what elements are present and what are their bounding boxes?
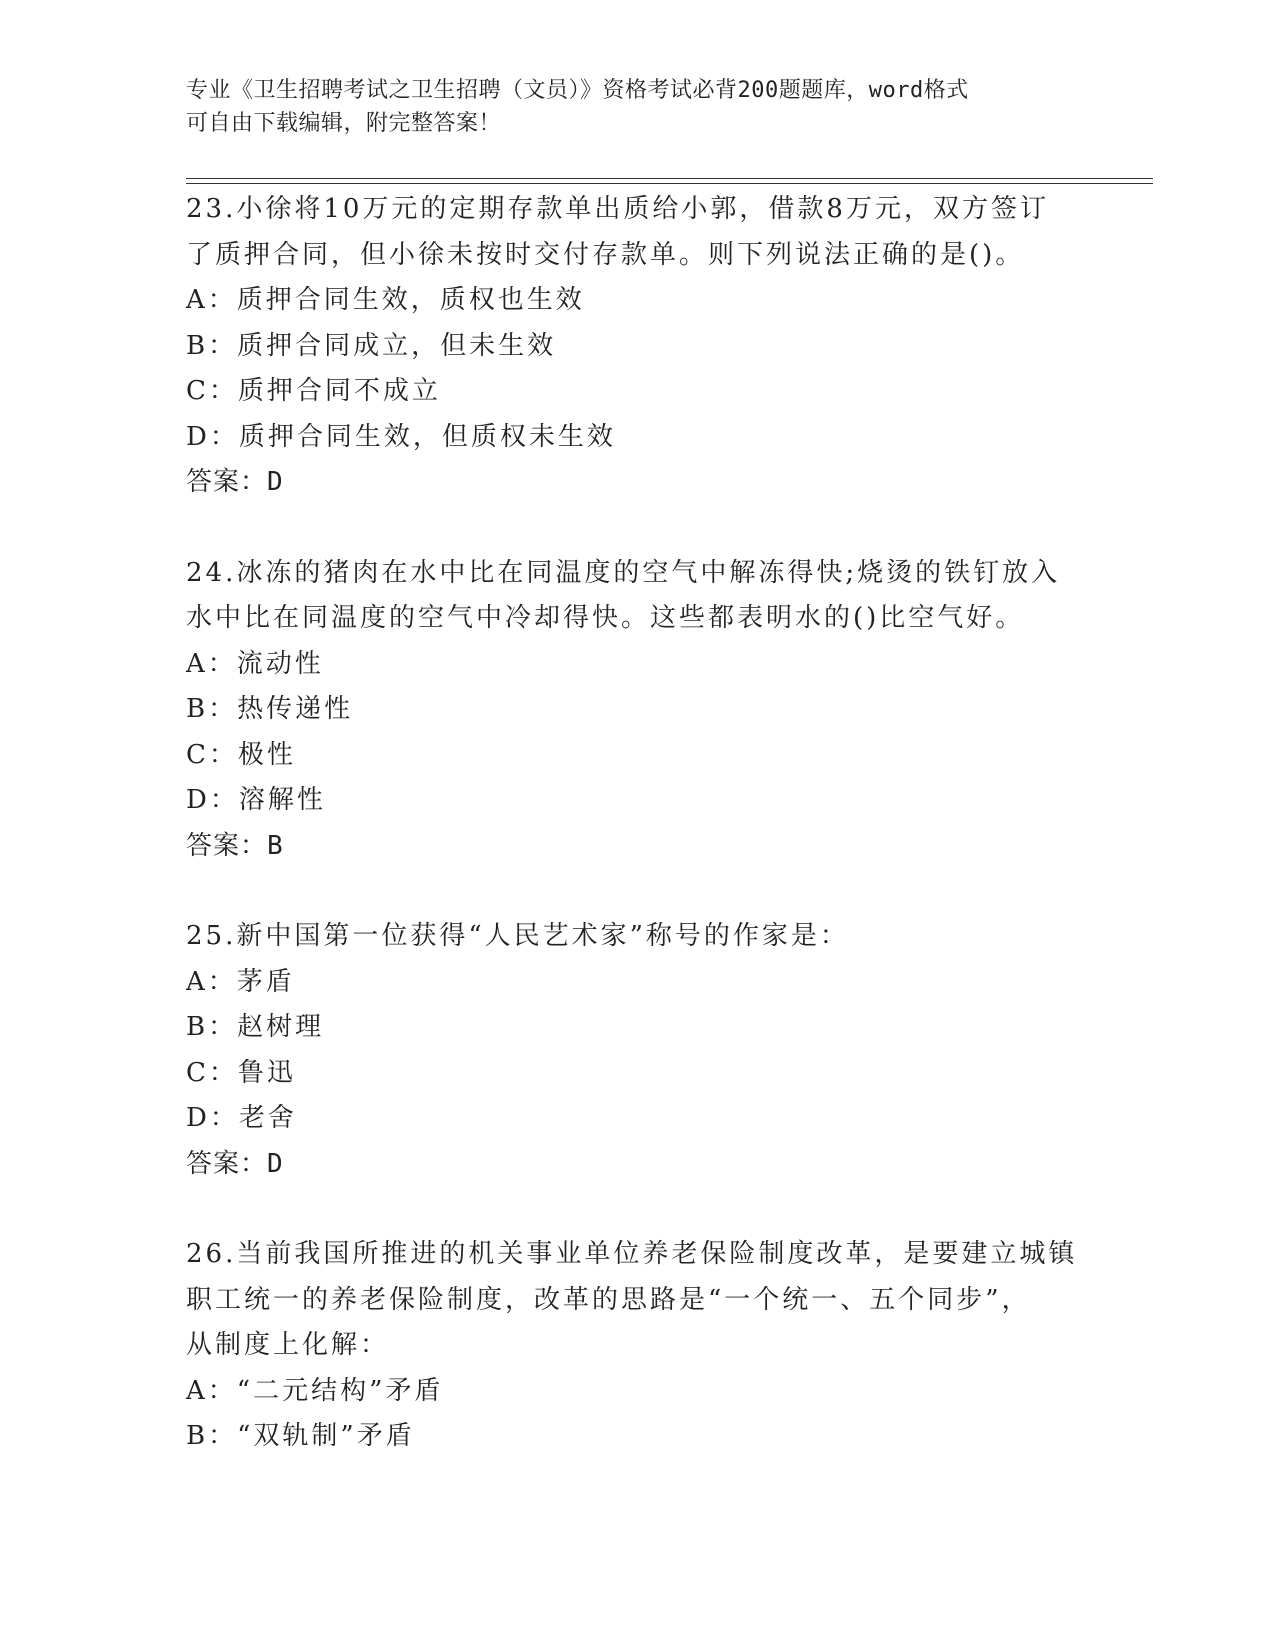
option-d: D：质押合同生效，但质权未生效 xyxy=(186,421,616,452)
option-d: D：老舍 xyxy=(186,1103,297,1133)
question-text-line: 26.当前我国所推进的机关事业单位养老保险制度改革，是要建立城镇 xyxy=(186,1239,1078,1269)
question-26 xyxy=(186,1232,1086,1460)
answer-label: 答案：D xyxy=(186,467,284,497)
option-c: C：极性 xyxy=(186,739,296,770)
header-divider-top xyxy=(186,178,1153,179)
option-b: B：质押合同成立，但未生效 xyxy=(186,330,557,361)
question-text-line: 25.新中国第一位获得“人民艺术家”称号的作家是： xyxy=(186,921,849,951)
question-text-line: 24.冰冻的猪肉在水中比在同温度的空气中解冻得快;烧烫的铁钉放入 xyxy=(186,557,1061,588)
option-a: A：质押合同生效，质权也生效 xyxy=(186,285,585,315)
option-a: A：茅盾 xyxy=(186,966,295,997)
option-b: B：热传递性 xyxy=(186,694,354,724)
question-text-line: 职工统一的养老保险制度，改革的思路是“一个统一、五个同步”， xyxy=(186,1284,1031,1315)
question-23 xyxy=(186,187,1086,506)
question-text-line: 从制度上化解： xyxy=(186,1330,390,1360)
question-list xyxy=(186,187,1086,1505)
header-line-2: 可自由下载编辑，附完整答案！ xyxy=(186,111,502,136)
option-c: C：鲁迅 xyxy=(186,1057,296,1088)
header-divider-bottom xyxy=(186,183,1153,184)
question-text-line: 了质押合同，但小徐未按时交付存款单。则下列说法正确的是()。 xyxy=(186,239,1025,270)
option-a: A：“二元结构”矛盾 xyxy=(186,1375,444,1406)
question-text-line: 23.小徐将10万元的定期存款单出质给小郭，借款8万元，双方签订 xyxy=(186,194,1049,224)
option-b: B：赵树理 xyxy=(186,1012,325,1042)
question-25 xyxy=(186,914,1086,1187)
answer-label: 答案：D xyxy=(186,1148,284,1179)
question-24 xyxy=(186,551,1086,870)
option-c: C：质押合同不成立 xyxy=(186,376,441,406)
option-d: D：溶解性 xyxy=(186,785,326,815)
option-a: A：流动性 xyxy=(186,648,324,679)
option-b: B：“双轨制”矛盾 xyxy=(186,1421,415,1451)
document-header xyxy=(186,74,1086,140)
answer-label: 答案：B xyxy=(186,830,284,861)
header-line-1: 专业《卫生招聘考试之卫生招聘（文员）》资格考试必背200题题库，word格式 xyxy=(186,78,969,103)
question-text-line: 水中比在同温度的空气中冷却得快。这些都表明水的()比空气好。 xyxy=(186,603,1025,633)
